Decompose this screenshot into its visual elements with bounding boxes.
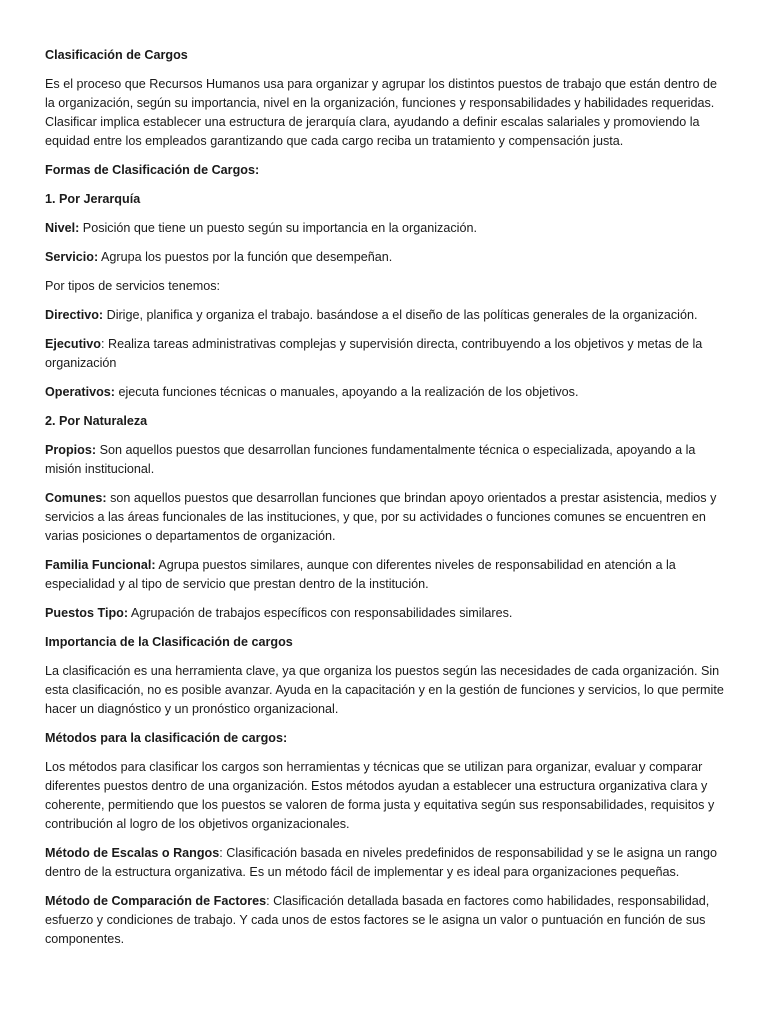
factores-paragraph: Método de Comparación de Factores: Clasificación detallada basada en factores como habilidades, responsabilidad, esfuerzo y condiciones de trabajo. Y cada unos de estos factores se le asigna un valor o puntuación en función de sus componentes. xyxy=(45,894,710,946)
puestos-tipo-paragraph: Puestos Tipo: Agrupación de trabajos específicos con responsabilidades similares. xyxy=(45,606,513,620)
escalas-paragraph: Método de Escalas o Rangos: Clasificación basada en niveles predefinidos de responsabilidad y se le asigna un rango dentro de la estructura organizativa. Es un método fácil de implementar y es ideal para organizaciones pequeñas. xyxy=(45,846,718,879)
directivo-paragraph: Directivo: Dirige, planifica y organiza el trabajo. basándose a el diseño de las políticas generales de la organización. xyxy=(45,308,698,322)
metodos-heading: Métodos para la clasificación de cargos: xyxy=(45,731,288,745)
metodos-paragraph: Los métodos para clasificar los cargos son herramientas y técnicas que se utilizan para organizar, evaluar y comparar diferentes puestos dentro de una organización. Estos métodos ayudan a establecer una estructura organizativa clara y coherente, permitiendo que los puestos se valoren de forma justa y equitativa según sus responsabilidades, requisitos y contribución al logro de los objetivos organizacionales. xyxy=(45,760,715,831)
operativos-paragraph: Operativos: ejecuta funciones técnicas o manuales, apoyando a la realización de los objetivos. xyxy=(45,385,579,399)
familia-funcional-paragraph: Familia Funcional: Agrupa puestos similares, aunque con diferentes niveles de responsabilidad en atención a la especialidad y al tipo de servicio que prestan dentro de la institución. xyxy=(45,558,676,591)
formas-heading: Formas de Clasificación de Cargos: xyxy=(45,163,260,177)
intro-paragraph: Es el proceso que Recursos Humanos usa para organizar y agrupar los distintos puestos de trabajo que están dentro de la organización, según su importancia, nivel en la organización, funciones y responsabilidades y habilidades requeridas. Clasificar implica establecer una estructura de jerarquía clara, ayudando a definir escalas salariales y promoviendo la equidad entre los empleados garantizando que cada cargo reciba un tratamiento y compensación justa. xyxy=(45,77,718,148)
document-page xyxy=(45,46,725,959)
importancia-heading: Importancia de la Clasificación de cargos xyxy=(45,635,293,649)
nivel-paragraph: Nivel: Posición que tiene un puesto según su importancia en la organización. xyxy=(45,221,477,235)
jerarquia-heading: 1. Por Jerarquía xyxy=(45,192,141,206)
naturaleza-heading: 2. Por Naturaleza xyxy=(45,414,148,428)
servicio-paragraph: Servicio: Agrupa los puestos por la función que desempeñan. xyxy=(45,250,393,264)
comunes-paragraph: Comunes: son aquellos puestos que desarrollan funciones que brindan apoyo orientados a prestar asistencia, medios y servicios a las áreas funcionales de las instituciones, y que, por su actividades o funciones comunes se encuentren en varias posiciones o departamentos de organización. xyxy=(45,491,717,543)
document-title: Clasificación de Cargos xyxy=(45,48,188,62)
importancia-paragraph: La clasificación es una herramienta clave, ya que organiza los puestos según las necesidades de cada organización. Sin esta clasificación, no es posible avanzar. Ayuda en la capacitación y en la gestión de funciones y servicios, lo que permite hacer un diagnóstico y un pronóstico organizacional. xyxy=(45,664,724,716)
propios-paragraph: Propios: Son aquellos puestos que desarrollan funciones fundamentalmente técnica o especializada, apoyando a la misión institucional. xyxy=(45,443,696,476)
tipos-servicios-paragraph: Por tipos de servicios tenemos: xyxy=(45,279,220,293)
ejecutivo-paragraph: Ejecutivo: Realiza tareas administrativas complejas y supervisión directa, contribuyendo a los objetivos y metas de la organización xyxy=(45,337,703,370)
